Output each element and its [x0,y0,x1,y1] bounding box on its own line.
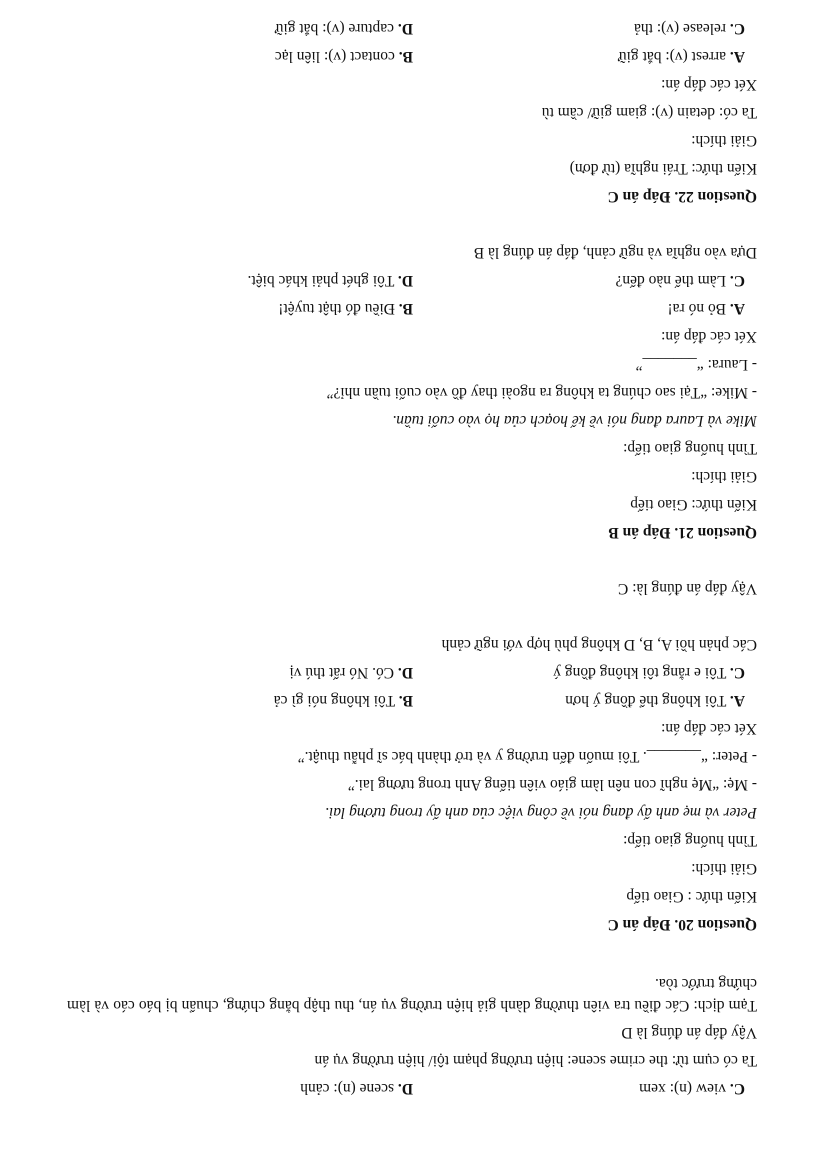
q21-options-row-1 [67,294,757,322]
q21-option-a: A. Bỏ nó ra! [667,300,745,317]
q21-options-row-2 [67,266,757,294]
q22-title: Question 22. Đáp án C [607,188,757,205]
q19-option-c: C. view (n): xem [639,1080,745,1097]
q22-options-row-1 [67,42,757,70]
q21-option-b: B. Điều đó thật tuyệt! [278,300,413,317]
q20-option-c: C. Tôi e rằng tôi không đồng ý [553,664,745,681]
q19-options-row [67,1074,757,1102]
q20-knowledge: Kiến thức : Giao tiếp [626,888,757,905]
q22-knowledge: Kiến thức: Trái nghĩa (từ đơn) [569,160,757,177]
q21-answer: Dựa vào nghĩa và ngữ cảnh, đáp án đúng là B [473,244,757,261]
q21-option-c: C. Làm thế nào đến? [615,272,745,289]
q21-context: Mike và Laura đang nói về kế hoạch của họ vào cuối tuần. [392,412,757,429]
q20-option-a: A. Tôi không thể đồng ý hơn [565,692,745,709]
q20-title: Question 20. Đáp án C [607,916,757,933]
q19-answer: Vậy đáp án đúng là D [621,1024,757,1041]
q20-options-row-1 [67,686,757,714]
q20-option-d: D. Có. Nó rất thú vị [289,664,413,681]
q20-options-label: Xét các đáp án: [661,720,757,737]
spacer [67,546,757,574]
q20-analysis: Các phản hồi A, B, D không phù hợp với ngữ cảnh [441,636,757,653]
q21-knowledge: Kiến thức: Giao tiếp [630,496,757,513]
q19-note: Ta có cụm từ: the crime scene: hiện trường phạm tội/ hiện trường vụ án [314,1052,757,1069]
q20-option-b: B. Tôi không nói gì cả [273,692,413,709]
q20-situation-label: Tình huống giao tiếp: [623,832,757,849]
q20-answer: Vậy đáp án đúng là: C [617,580,757,597]
q22-note: Ta có: detain (v): giam giữ/ cầm tù [541,104,757,121]
q22-explain-label: Giải thích: [691,132,757,149]
spacer [67,938,757,966]
q21-dialogue-line-2: - Laura: “_______” [635,356,757,373]
q20-dialogue-line-1: - Mẹ: “Mẹ nghĩ con nên làm giáo viên tiếng Anh trong tương lai.” [347,776,757,793]
q21-dialogue-line-1: - Mike: “Tại sao chúng ta không ra ngoài thay đồ vào cuối tuần nhỉ?” [326,384,757,401]
q22-options-label: Xét các đáp án: [661,76,757,93]
q21-title: Question 21. Đáp án B [608,524,757,541]
q22-option-c: C. release (v): thả [633,20,745,37]
q22-option-b: B. contact (v): liên lạc [274,48,413,65]
q22-option-d: D. capture (v): bắt giữ [275,20,413,37]
q21-explain-label: Giải thích: [691,468,757,485]
q22-options-row-2 [67,14,757,42]
q19-option-d: D. scene (n): cảnh [300,1080,413,1097]
q20-options-row-2 [67,658,757,686]
page-content [67,14,757,1102]
q19-translation: Tạm dịch: Các điều tra viên thường dành giả hiện trường vụ án, thu thập bằng chứng, chuẩn bị báo cáo và làm chứng trước tòa. [67,975,757,1014]
q21-situation-label: Tình huống giao tiếp: [623,440,757,457]
q21-option-d: D. Tôi ghét phải khác biệt. [247,272,413,289]
q20-context: Peter và mẹ anh ấy đang nói về công việc của anh ấy trong tương lai. [325,804,757,821]
q20-dialogue-line-2: - Peter: “_______. Tôi muốn đến trường y và trở thành bác sĩ phẫu thuật.” [297,748,757,765]
spacer [67,602,757,630]
spacer [67,210,757,238]
q21-options-label: Xét các đáp án: [661,328,757,345]
q20-explain-label: Giải thích: [691,860,757,877]
q22-option-a: A. arrest (v): bắt giữ [618,48,745,65]
